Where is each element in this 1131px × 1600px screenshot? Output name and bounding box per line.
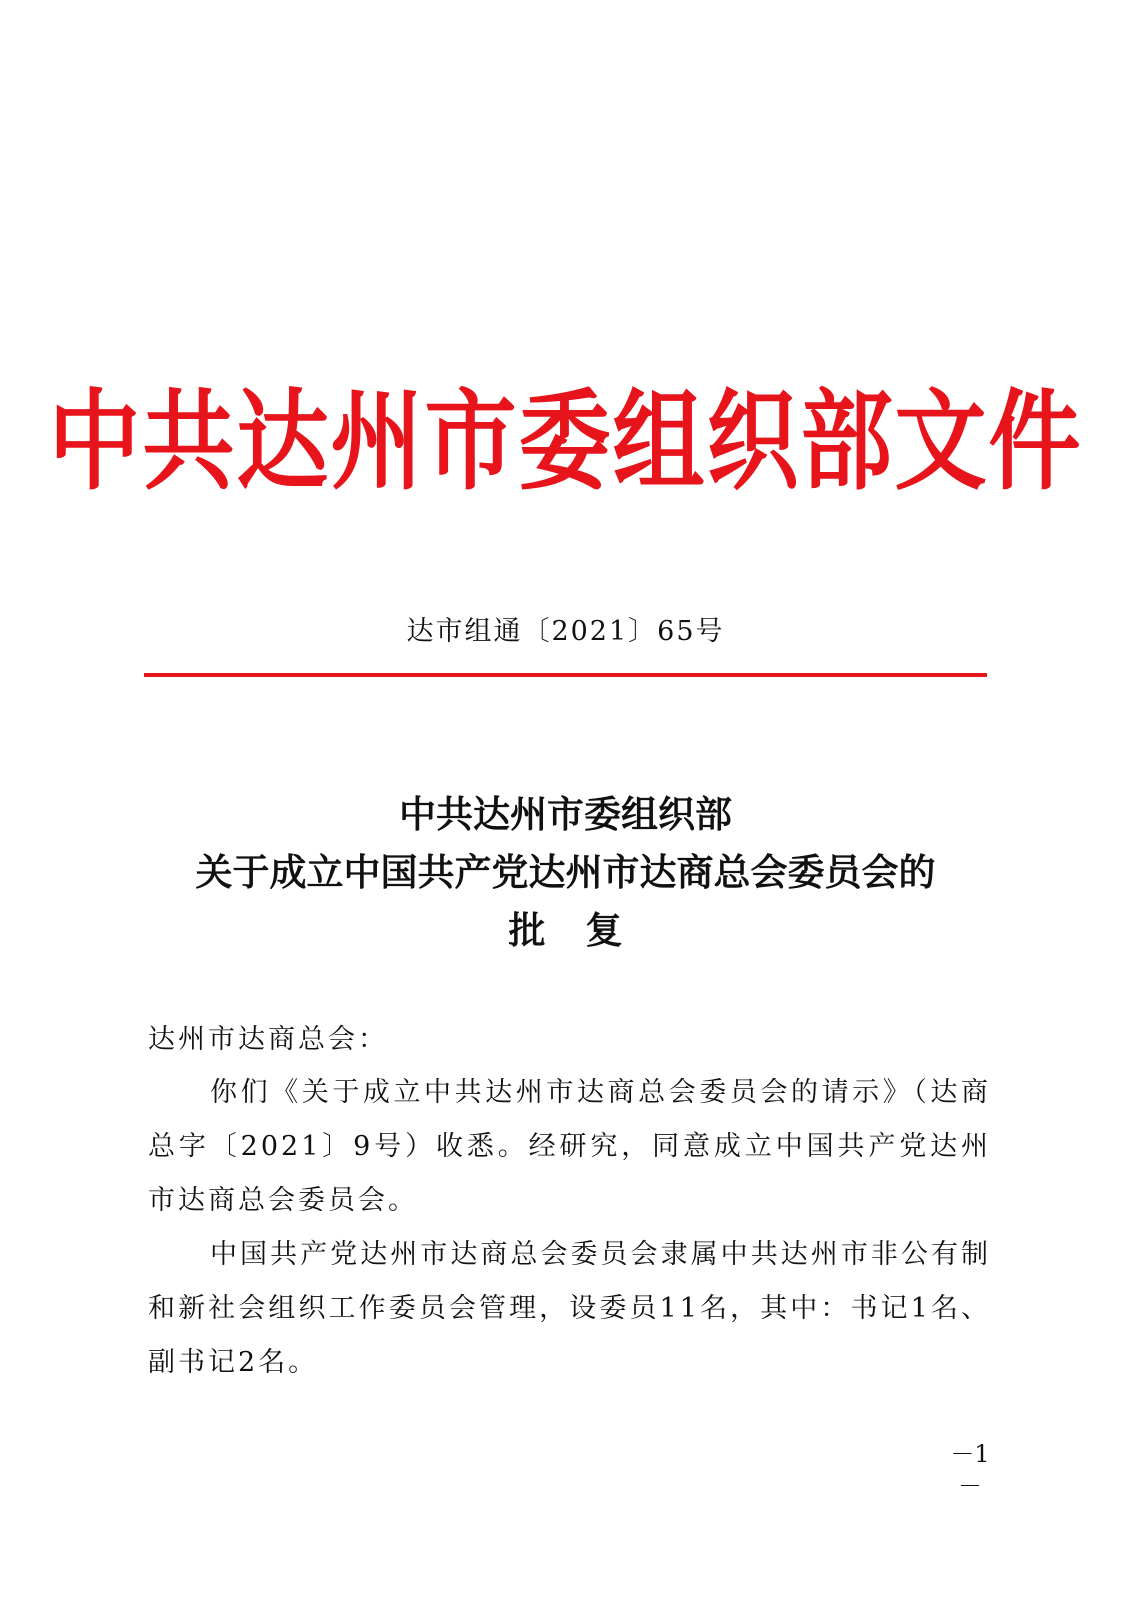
document-masthead: 中共达州市委组织部文件 xyxy=(48,378,1083,506)
page-number: －1－ xyxy=(950,1440,990,1500)
title-line-2: 关于成立中国共产党达州市达商总会委员会的 xyxy=(195,851,936,894)
title-line-1: 中共达州市委组织部 xyxy=(399,793,732,836)
body-paragraph-2: 中国共产党达州市达商总会委员会隶属中共达州市非公有制和新社会组织工作委员会管理，设委员11名，其中：书记1名、副书记2名。 xyxy=(148,1239,991,1378)
red-divider-line xyxy=(144,673,987,677)
title-line-3: 批复 xyxy=(508,909,663,952)
document-number: 达市组通〔2021〕65号 xyxy=(406,616,725,647)
salutation: 达州市达商总会： xyxy=(148,1024,388,1055)
body-paragraph-1: 你们《关于成立中共达州市达商总会委员会的请示》（达商总字〔2021〕9号）收悉。经研究，同意成立中国共产党达州市达商总会委员会。 xyxy=(148,1077,991,1216)
